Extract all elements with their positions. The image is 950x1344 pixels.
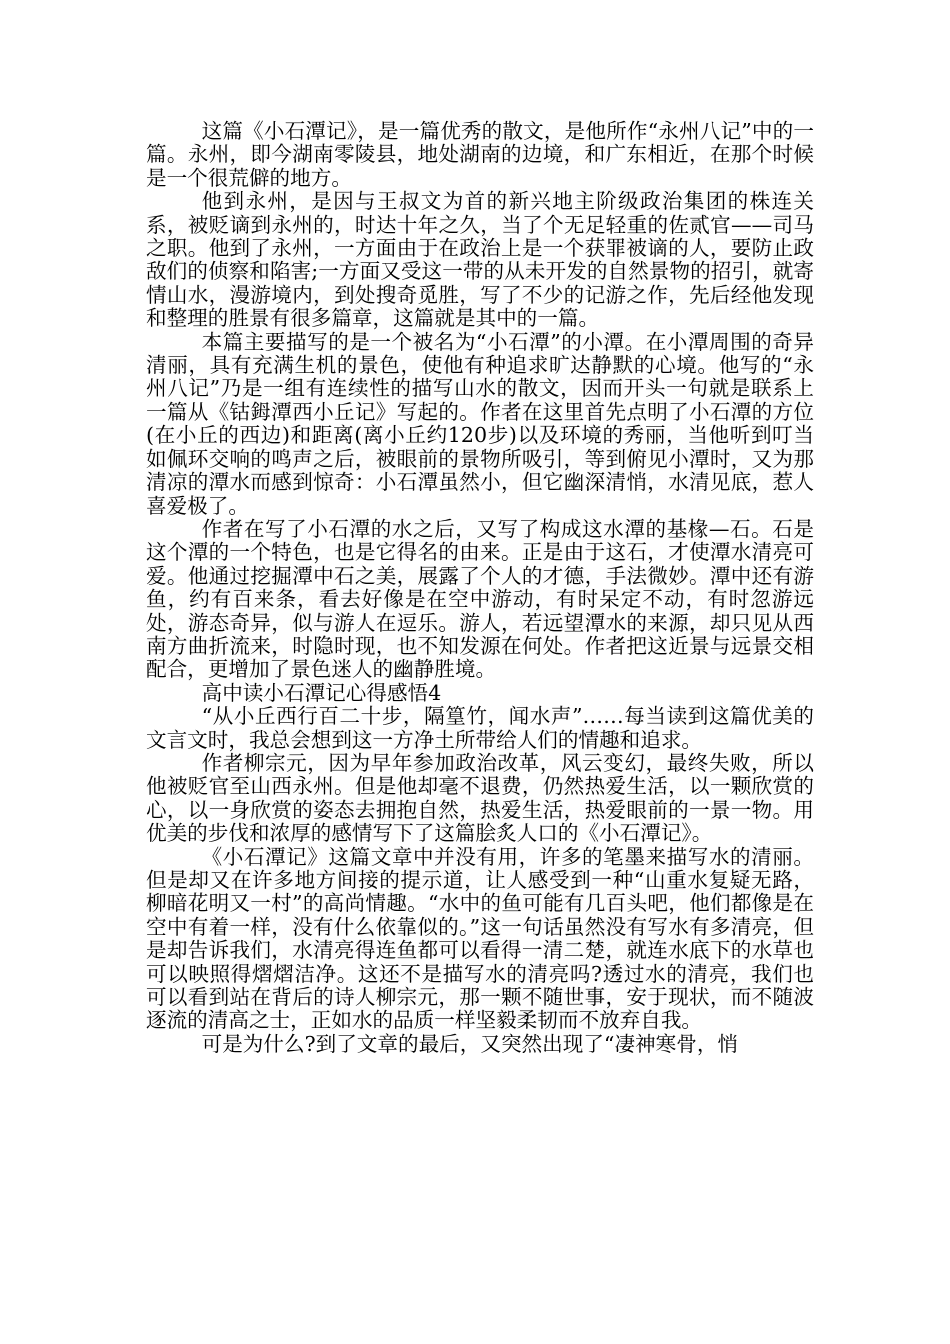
paragraph-author: 作者柳宗元，因为早年参加政治改革，风云变幻，最终失败，所以他被贬官至山西永州。但是他却毫不退费，仍然热爱生活，以一颗欣赏的心，以一身欣赏的姿态去拥抱自然，热爱生活，热爱眼前的一景一物。用优美的步伐和浓厚的感情写下了这篇脍炙人口的《小石潭记》。 [146,750,814,846]
paragraph-stone: 作者在写了小石潭的水之后，又写了构成这水潭的基椽—石。石是这个潭的一个特色，也是它得名的由来。正是由于这石，才使潭水清亮可爱。他通过挖掘潭中石之美，展露了个人的才德，手法微妙。潭中还有游鱼，约有百来条，看去好像是在空中游动，有时呆定不动，有时忽游远处，游态奇异，似与游人在逗乐。游人，若远望潭水的来源，却只见从西南方曲折流来，时隐时现，也不知发源在何处。作者把这近景与远景交相配合，更增加了景色迷人的幽静胜境。 [146,516,814,682]
paragraph-scenery: 本篇主要描写的是一个被名为“小石潭”的小潭。在小潭周围的奇异清丽，具有充满生机的景色，使他有种追求旷达静默的心境。他写的“永州八记”乃是一组有连续性的描写山水的散文，因而开头一句就是联系上一篇从《钴鉧潭西小丘记》写起的。作者在这里首先点明了小石潭的方位(在小丘的西边)和距离(离小丘约120步)以及环境的秀丽，当他听到叮当如佩环交响的鸣声之后，被眼前的景物所吸引，等到俯见小潭时，又为那清凉的潭水而感到惊奇：小石潭虽然小，但它幽深清悄，水清见底，惹人喜爱极了。 [146,329,814,518]
paragraph-quote: “从小丘西行百二十步，隔篁竹，闻水声”……每当读到这篇优美的文言文时，我总会想到这一方净土所带给人们的情趣和追求。 [146,704,814,752]
paragraph-intro: 这篇《小石潭记》，是一篇优秀的散文，是他所作“永州八记”中的一篇。永州，即今湖南零陵县，地处湖南的边境，和广东相近，在那个时候是一个很荒僻的地方。 [146,119,814,190]
section-heading: 高中读小石潭记心得感悟4 [201,680,442,705]
document-body [146,120,814,1056]
paragraph-ending: 可是为什么?到了文章的最后，又突然出现了“凄神寒骨，悄 [201,1031,739,1056]
paragraph-water: 《小石潭记》这篇文章中并没有用，许多的笔墨来描写水的清丽。但是却又在许多地方间接的提示道，让人感受到一种“山重水复疑无路，柳暗花明又一村”的高尚情趣。“水中的鱼可能有几百头吧，他们都像是在空中有着一样，没有什么依靠似的。”这一句话虽然没有写水有多清亮，但是却告诉我们，水清亮得连鱼都可以看得一清二楚，就连水底下的水草也可以映照得熠熠洁净。这还不是描写水的清亮吗?透过水的清亮，我们也可以看到站在背后的诗人柳宗元，那一颗不随世事，安于现状，而不随波逐流的清高之士，正如水的品质一样坚毅柔韧而不放弃自我。 [146,844,814,1033]
paragraph-background: 他到永州，是因与王叔文为首的新兴地主阶级政治集团的株连关系，被贬谪到永州的，时达十年之久，当了个无足轻重的佐贰官——司马之职。他到了永州，一方面由于在政治上是一个获罪被谪的人，要防止政敌们的侦察和陷害;一方面又受这一带的从未开发的自然景物的招引，就寄情山水，漫游境内，到处搜奇觅胜，写了不少的记游之作，先后经他发现和整理的胜景有很多篇章，这篇就是其中的一篇。 [146,189,814,331]
